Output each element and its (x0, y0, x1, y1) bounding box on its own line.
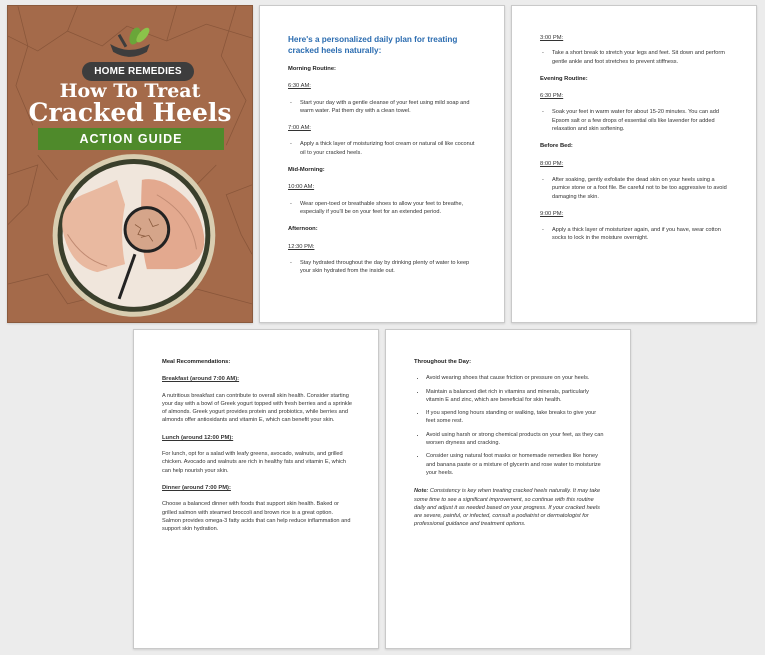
cover-page (7, 5, 253, 323)
list-item: - Take a short break to stretch your legs and feet. Sit down and perform gentle ankle and foot stretches to prevent stiffness. (542, 50, 725, 65)
list-item: • Avoid using harsh or strong chemical products on your feet, as they can worsen dryness and cracking. (426, 431, 606, 448)
list-item: - Apply a thick layer of moisturizer again, and if you have, wear cotton socks to lock in the moisture overnight. (542, 227, 721, 242)
note-label: Note: (414, 488, 429, 495)
list-item: - After soaking, gently exfoliate the dead skin on your heels using a pumice stone or a foot file. Be careful not to be too aggressive to avoid damaging the skin. (542, 176, 727, 200)
cover-title-line1: How To Treat (59, 80, 201, 102)
meal-dinner-text: Choose a balanced dinner with foods that support skin health. Baked or grilled salmon with steamed broccoli and brown rice is a great option. Salmon provides omega-3 fatty acids that can help reduce inflammation and support skin hydration. (162, 501, 351, 533)
time-label: 3:00 PM: (540, 35, 564, 41)
meal-page (133, 329, 379, 649)
list-item: - Start your day with a gentle cleanse of your feet using mild soap and warm water. Pat them dry with a clean towel. (290, 99, 470, 114)
list-item: - Soak your feet in warm water for about 15-20 minutes. You can add Epsom salt or a few drops of essential oils like lavender for added relaxation and skin softening. (542, 109, 719, 133)
plan-page-2 (511, 5, 757, 323)
time-label: 9:00 PM: (540, 210, 564, 217)
meal-lunch-text: For lunch, opt for a salad with leafy greens, avocado, walnuts, and grilled chicken. Avocado and walnuts are rich in healthy fats and vitamin E, which can help nourish your skin. (162, 451, 346, 474)
meal-breakfast-title: Breakfast (around 7:00 AM): (162, 376, 240, 383)
time-label: 8:00 PM: (540, 160, 564, 167)
time-label: 6:30 AM: (288, 83, 311, 90)
time-label: 12:30 PM: (288, 243, 315, 250)
time-label: 6:30 PM: (540, 93, 564, 100)
tips-page (385, 329, 631, 649)
cover-subtitle-bar: ACTION GUIDE (38, 128, 224, 150)
cracked-earth-texture (8, 6, 252, 322)
meal-lunch-title: Lunch (around 12:00 PM): (162, 434, 234, 441)
section-afternoon: Afternoon: (288, 226, 318, 233)
meal-breakfast-text: A nutritious breakfast can contribute to overall skin health. Consider starting your day with a bowl of Greek yogurt topped with fresh berries and a sprinkle of almonds. Greek yogurt provides protein and probiotics, while berries and almonds offer antioxidants and vitamin E, which can benefit your skin. (162, 392, 352, 424)
list-item: - Stay hydrated throughout the day by drinking plenty of water to keep your skin hydrated from the inside out. (290, 259, 470, 275)
page-heading: Here's a personalized daily plan for treating cracked heels naturally: (288, 35, 458, 55)
list-item: • Maintain a balanced diet rich in vitamins and minerals, particularly vitamin E and zinc, which are beneficial for skin health. (426, 388, 606, 405)
cover-title-line2: Cracked Heels (28, 98, 232, 127)
list-item: • If you spend long hours standing or walking, take breaks to give your feet some rest. (426, 409, 606, 426)
meal-heading: Meal Recommendations: (162, 359, 231, 365)
mortar-logo-icon (110, 26, 152, 57)
tips-heading: Throughout the Day: (414, 359, 471, 365)
list-item: - Apply a thick layer of moisturizing foot cream or natural oil like coconut oil to your cracked heels. (290, 141, 475, 156)
list-item: - Wear open-toed or breathable shoes to allow your feet to breathe, especially if you'll be on your feet for an extended period. (290, 200, 464, 215)
section-before-bed: Before Bed: (540, 143, 573, 150)
meal-dinner-title: Dinner (around 7:00 PM): (162, 484, 231, 491)
time-label: 10:00 AM: (288, 184, 315, 191)
section-evening: Evening Routine: (540, 75, 588, 82)
section-midmorning: Mid-Morning: (288, 167, 325, 174)
time-label: 7:00 AM: (288, 125, 311, 132)
list-item: • Consider using natural foot masks or homemade remedies like honey and banana paste or a mixture of glycerin and rose water to moisturize your heels. (426, 452, 606, 477)
tips-list (414, 374, 606, 477)
plan-page-1 (259, 5, 505, 323)
note-paragraph: Note: Consistency is key when treating cracked heels naturally. It may take some time to see a significant improvement, so continue with this routine daily and adjust it as needed based on your progress. If your cracked heels are severe, painful, or infected, consult a podiatrist or dermatologist for professional guidance and treatment options. (414, 488, 601, 528)
list-item: • Avoid wearing shoes that cause friction or pressure on your heels. (426, 374, 606, 382)
section-morning: Morning Routine: (288, 66, 336, 72)
cover-badge: HOME REMEDIES (82, 62, 194, 81)
